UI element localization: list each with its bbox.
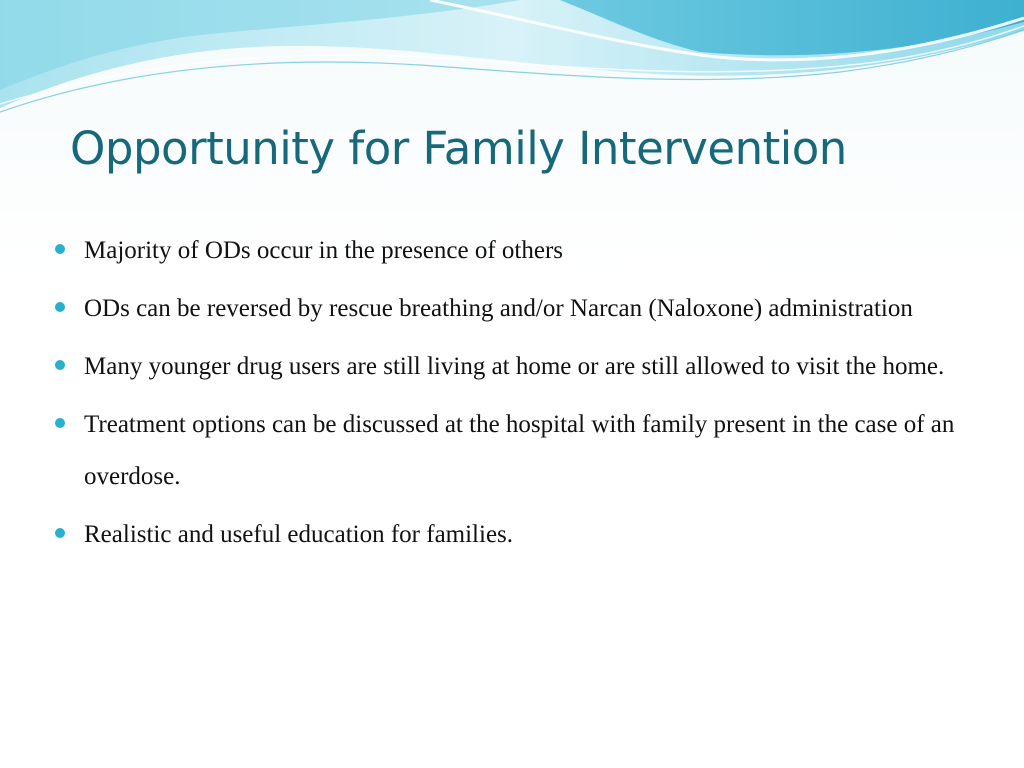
bullet-list xyxy=(84,225,964,567)
bullet-dot-icon xyxy=(55,244,65,254)
bullet-item xyxy=(84,399,964,503)
bullet-text: Treatment options can be discussed at the hospital with family present in the case of an overdose. xyxy=(84,411,955,490)
bullet-dot-icon xyxy=(55,528,65,538)
header-wave-decoration xyxy=(0,0,1024,130)
bullet-item xyxy=(84,283,964,335)
bullet-text: Majority of ODs occur in the presence of others xyxy=(84,237,564,264)
bullet-text: ODs can be reversed by rescue breathing and/or Narcan (Naloxone) administration xyxy=(84,295,913,322)
bullet-item xyxy=(84,341,964,393)
slide-title: Opportunity for Family Intervention xyxy=(70,122,847,175)
bullet-dot-icon xyxy=(55,360,65,370)
bullet-dot-icon xyxy=(55,302,65,312)
bullet-item xyxy=(84,225,964,277)
bullet-text: Realistic and useful education for families. xyxy=(84,521,514,548)
bullet-text: Many younger drug users are still living at home or are still allowed to visit the home. xyxy=(84,353,945,380)
bullet-item xyxy=(84,509,964,561)
bullet-dot-icon xyxy=(55,418,65,428)
